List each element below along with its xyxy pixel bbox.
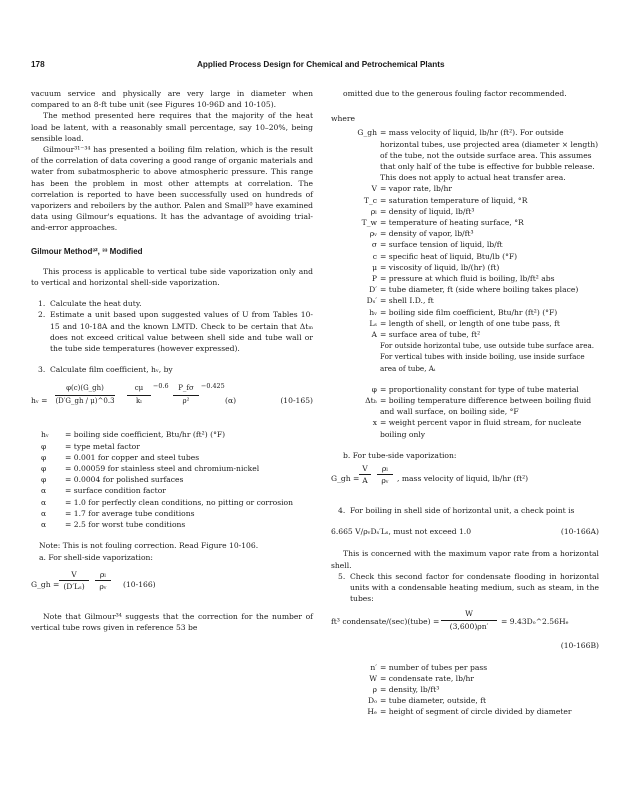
definition bbox=[331, 273, 599, 284]
list-text: For boiling in shell side of horizontal unit, a check point is bbox=[350, 506, 575, 516]
equation-number: (10-166B) bbox=[560, 641, 599, 651]
definition bbox=[331, 183, 599, 194]
symbol: Lₛ bbox=[369, 318, 377, 328]
symbol: α bbox=[41, 508, 47, 518]
definition-text: = surface condition factor bbox=[65, 486, 166, 496]
definition-text: = proportionality constant for type of tube material bbox=[380, 384, 579, 394]
sub-heading-b: b. For tube-side vaporization: bbox=[343, 450, 457, 460]
right-column bbox=[331, 88, 599, 718]
eq-den: (3,600)ρn′ bbox=[449, 621, 489, 631]
symbol: φ bbox=[41, 452, 47, 462]
equation-10-166 bbox=[31, 569, 313, 603]
eq-den: ρᵥ bbox=[99, 581, 107, 591]
eq-num: ρₗ bbox=[95, 569, 111, 581]
list-item bbox=[331, 571, 599, 605]
paragraph: This is concerned with the maximum vapor rate from a horizontal shell. bbox=[331, 549, 599, 570]
eq-lhs: ft³ condensate/(sec)(tube) = bbox=[331, 617, 440, 627]
symbol: V bbox=[371, 184, 377, 194]
definition-text: = shell I.D., ft bbox=[380, 296, 434, 306]
symbol: c bbox=[372, 251, 377, 261]
definition bbox=[331, 695, 599, 706]
eq-tail: , mass velocity of liquid, lb/hr (ft²) bbox=[397, 474, 529, 484]
eq-num: cμ bbox=[127, 383, 151, 395]
equation-number: (10-166A) bbox=[560, 527, 599, 537]
eq-lhs: hᵥ = bbox=[31, 396, 48, 406]
list-number: 4. bbox=[338, 506, 346, 516]
list-number: 2. bbox=[38, 310, 46, 320]
definition bbox=[41, 452, 313, 463]
eq-den: ρ² bbox=[182, 396, 190, 405]
eq-den: A bbox=[362, 476, 368, 486]
eq-text: 6.665 V/ρᵥDₛ′Lₛ, must not exceed 1.0 bbox=[331, 527, 472, 537]
definition bbox=[331, 662, 599, 673]
eq-fraction-2 bbox=[127, 383, 151, 406]
definition bbox=[331, 307, 599, 318]
definition-text: = number of tubes per pass bbox=[380, 662, 488, 672]
eq-rhs: = 9.43Dₒ^2.56Hₑ bbox=[501, 617, 569, 627]
symbol: Dₒ bbox=[367, 696, 377, 706]
eq-fraction bbox=[95, 569, 111, 592]
symbol: Dₛ′ bbox=[366, 296, 377, 306]
paragraph: Gilmour³¹⁻³⁴ has presented a boiling film relation, which is the result of the correlation of data covering a good range of organic materials and water from subatmospheric to above atmospheric pressure. This range has been the problem in most other attempts at correlation. The correlation is reported to have been successfully used on hundreds of vaporizers and reboilers by the author. Palen and Small⁵⁰ have examined data using Gilmour's equations. It has the advantage of avoiding trial-and-error approaches. bbox=[31, 145, 313, 233]
definition bbox=[331, 706, 599, 717]
definition-text: = tube diameter, ft (side where boiling takes place) bbox=[380, 285, 579, 295]
list-text: Check this second factor for condensate flooding in horizontal units with a condensable heating medium, such as steam, in the tubes: bbox=[350, 571, 599, 604]
symbol: φ bbox=[41, 441, 47, 451]
eq-num: P_fσ bbox=[173, 383, 199, 395]
definition-text: = length of shell, or length of one tube pass, ft bbox=[380, 318, 560, 328]
eq-fraction-3 bbox=[173, 383, 199, 406]
definition bbox=[331, 251, 599, 262]
list-text: Calculate the heat duty. bbox=[50, 299, 142, 309]
paragraph: This process is applicable to vertical tube side vaporization only and to vertical and horizontal shell-side vaporization. bbox=[31, 266, 313, 288]
section-heading: Gilmour Method³², ³³ Modified bbox=[31, 246, 143, 256]
definition bbox=[331, 217, 599, 228]
note: Note: This is not fouling correction. Read Figure 10-106. bbox=[39, 541, 259, 551]
symbol: α bbox=[41, 486, 47, 496]
definition-text: = 1.0 for perfectly clean conditions, no pitting or corrosion bbox=[65, 497, 294, 507]
definitions-list bbox=[331, 127, 599, 439]
eq-den: ρᵥ bbox=[381, 476, 389, 486]
definition-text: = 0.001 for copper and steel tubes bbox=[65, 452, 200, 462]
symbol: P bbox=[371, 274, 377, 284]
definition bbox=[331, 206, 599, 217]
definition bbox=[331, 318, 599, 329]
page-header bbox=[31, 60, 600, 74]
definition-text: = surface tension of liquid, lb/ft bbox=[380, 240, 503, 250]
definition-text: = condensate rate, lb/hr bbox=[380, 673, 475, 683]
symbol: φ bbox=[41, 464, 47, 474]
symbol: α bbox=[41, 497, 47, 507]
list-number: 1. bbox=[38, 299, 46, 309]
paragraph: The method presented here requires that the majority of the heat load be latent, with a reasonably small percentage, say 10–20%, being sensible load. bbox=[31, 111, 313, 143]
where-label: where bbox=[331, 114, 356, 124]
symbol: ρᵥ bbox=[369, 229, 377, 239]
definition bbox=[41, 474, 313, 485]
eq-den: kₗ bbox=[136, 396, 142, 405]
list-text: Estimate a unit based upon suggested values of U from Tables 10-15 and 10-18A and the known LMTD. Check to be certain that Δtₘ does not exceed critical value between shell side and tube wall or the tube side temperatures (however expressed). bbox=[50, 310, 313, 354]
symbol: T_w bbox=[361, 218, 377, 228]
symbol: α bbox=[41, 520, 47, 530]
symbol: Δtₕ bbox=[365, 396, 377, 406]
definition-text: = saturation temperature of liquid, °R bbox=[380, 195, 528, 205]
note-a: a. For shell-side vaporization: bbox=[39, 552, 153, 562]
eq-lhs: G_gh = bbox=[331, 474, 360, 484]
list-number: 3. bbox=[38, 365, 46, 375]
symbol: Hₑ bbox=[367, 707, 377, 717]
eq-lhs: G_gh = bbox=[31, 579, 60, 589]
equation-number: (10-165) bbox=[280, 396, 313, 406]
page-number: 178 bbox=[31, 60, 45, 69]
definitions-list bbox=[41, 429, 313, 530]
definition bbox=[331, 417, 599, 439]
symbol: σ bbox=[371, 240, 377, 250]
definition-text: = density of vapor, lb/ft³ bbox=[380, 229, 474, 239]
equation-number: (10-166) bbox=[123, 579, 156, 589]
paragraph: Note that Gilmour³⁴ suggests that the correction for the number of vertical tube rows given in reference 53 be bbox=[31, 611, 313, 632]
list-item bbox=[31, 309, 313, 354]
definition bbox=[331, 673, 599, 684]
list-item bbox=[31, 364, 313, 375]
eq-fraction bbox=[377, 463, 393, 486]
symbol: T_c bbox=[363, 195, 377, 205]
definition bbox=[41, 485, 313, 496]
left-column bbox=[31, 88, 313, 633]
definitions-list bbox=[331, 662, 599, 718]
equation-10-166B bbox=[331, 608, 599, 638]
symbol: φ bbox=[41, 475, 47, 485]
definition bbox=[41, 519, 313, 530]
definition bbox=[331, 262, 599, 273]
definition-text: = 2.5 for worst tube conditions bbox=[65, 520, 186, 530]
eq-den: (D′Lₛ) bbox=[63, 581, 85, 591]
definition-text: = type metal factor bbox=[65, 441, 140, 451]
definition bbox=[41, 441, 313, 452]
definition-text: = specific heat of liquid, Btu/lb (°F) bbox=[380, 251, 518, 261]
definition-text: = pressure at which fluid is boiling, lb/ft² abs bbox=[380, 274, 555, 284]
definition bbox=[331, 228, 599, 239]
definition-text: = 1.7 for average tube conditions bbox=[65, 508, 195, 518]
definition bbox=[41, 508, 313, 519]
symbol: hᵥ bbox=[41, 430, 49, 440]
area-note: For outside horizontal tube, use outside tube surface area. For vertical tubes with inside boiling, use inside surface area of tube, Aᵢ bbox=[380, 341, 595, 373]
definition bbox=[331, 239, 599, 250]
eq-tail: (α) bbox=[225, 396, 237, 406]
definition bbox=[41, 497, 313, 508]
equation-tube-side bbox=[331, 463, 599, 497]
definition bbox=[41, 429, 313, 440]
eq-num: W bbox=[441, 608, 497, 620]
definition-text: = mass velocity of liquid, lb/hr (ft²). For outside horizontal tubes, use projected area (diameter × length) of the tube, not the outside surface area. This assumes that only half of the tube is effective for bubble release. This does not apply to actual heat transfer area. bbox=[380, 128, 599, 183]
eq-exponent: −0.425 bbox=[201, 382, 225, 391]
eq-num: V bbox=[359, 463, 371, 475]
definition-text: = vapor rate, lb/hr bbox=[380, 184, 452, 194]
definition-text: = tube diameter, outside, ft bbox=[380, 696, 487, 706]
definition-text: = boiling side film coefficient, Btu/hr (ft²) (°F) bbox=[380, 307, 558, 317]
list-item bbox=[31, 298, 313, 309]
eq-fraction bbox=[359, 463, 371, 486]
symbol: ρ bbox=[372, 684, 377, 694]
definition-text: = density, lb/ft³ bbox=[380, 684, 440, 694]
list-number: 5. bbox=[338, 571, 346, 581]
definition bbox=[331, 127, 599, 183]
definition-text: = boiling side coefficient, Btu/hr (ft²) (°F) bbox=[65, 430, 226, 440]
definition-text: = viscosity of liquid, lb/(hr) (ft) bbox=[380, 262, 500, 272]
definition-text: = surface area of tube, ft² bbox=[380, 330, 481, 340]
symbol: A bbox=[371, 330, 377, 340]
definition-text: = boiling temperature difference between boiling fluid and wall surface, on boiling side, °F bbox=[380, 396, 592, 417]
symbol: μ bbox=[372, 262, 377, 272]
paragraph: omitted due to the generous fouling factor recommended. bbox=[343, 89, 567, 98]
symbol: φ bbox=[371, 384, 377, 394]
list-item bbox=[331, 505, 599, 516]
symbol: W bbox=[369, 673, 377, 683]
symbol: hᵥ bbox=[369, 307, 377, 317]
definition bbox=[331, 384, 599, 395]
equation-10-165 bbox=[31, 381, 313, 421]
running-title: Applied Process Design for Chemical and Petrochemical Plants bbox=[197, 60, 445, 69]
definition-text: = 0.00059 for stainless steel and chromium-nickel bbox=[65, 464, 260, 474]
eq-exponent: −0.6 bbox=[153, 382, 169, 391]
eq-num: V bbox=[59, 569, 89, 581]
symbol: G_gh bbox=[357, 128, 377, 138]
symbol: D′ bbox=[369, 285, 377, 295]
eq-fraction bbox=[59, 569, 89, 592]
paragraph: vacuum service and physically are very large in diameter when compared to an 8-ft tube unit (see Figures 10-96D and 10-105). bbox=[31, 89, 313, 110]
definition bbox=[331, 195, 599, 206]
equation-10-166A bbox=[331, 526, 599, 538]
definition bbox=[331, 684, 599, 695]
definition bbox=[331, 295, 599, 306]
eq-fraction bbox=[441, 608, 497, 631]
definition-text: = density of liquid, lb/ft³ bbox=[380, 206, 475, 216]
symbol: ρₗ bbox=[370, 206, 377, 216]
symbol: n′ bbox=[370, 662, 377, 672]
eq-fraction-1 bbox=[55, 383, 115, 406]
definition bbox=[41, 463, 313, 474]
definition bbox=[331, 284, 599, 295]
definition-text: = height of segment of circle divided by diameter bbox=[380, 707, 572, 717]
definition-text: = temperature of heating surface, °R bbox=[380, 218, 524, 228]
symbol: x bbox=[372, 418, 377, 428]
list-text: Calculate film coefficient, hᵥ, by bbox=[50, 365, 173, 375]
definition bbox=[331, 329, 599, 340]
eq-num: ρₗ bbox=[377, 463, 393, 475]
definition-text: = weight percent vapor in fluid stream, for nucleate boiling only bbox=[380, 418, 582, 439]
definition-text: = 0.0004 for polished surfaces bbox=[65, 475, 184, 485]
eq-num: φ(c)(G_gh) bbox=[55, 383, 115, 395]
eq-den: (D′G_gh / μ)^0.3 bbox=[55, 396, 115, 405]
definition bbox=[331, 395, 599, 417]
